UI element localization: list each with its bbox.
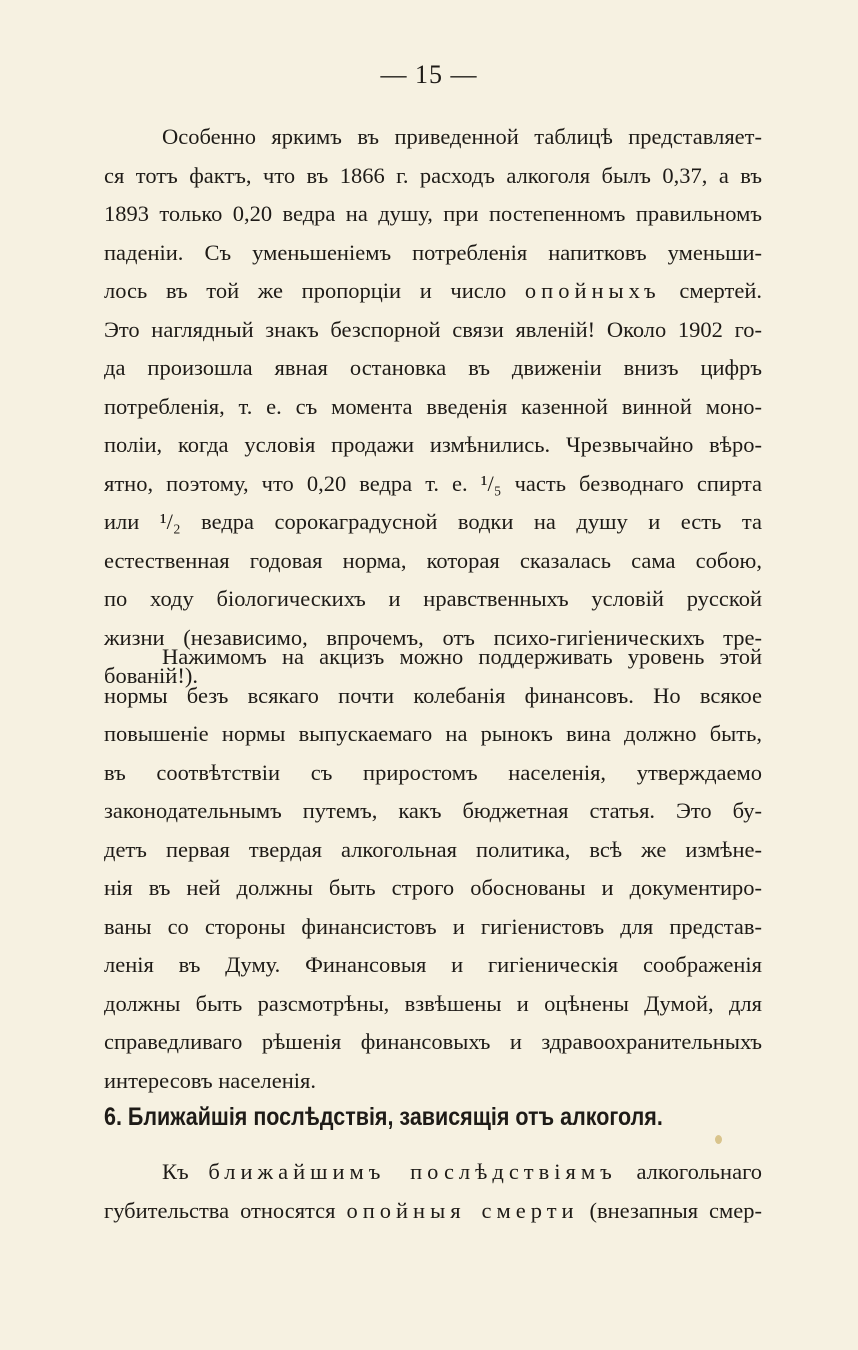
text-fragment: (внезапныя смер-: [578, 1197, 762, 1223]
page-number: — 15 —: [380, 60, 478, 89]
text-line: ся тотъ фактъ, что въ 1866 г. расходъ алкоголя былъ 0,37, а въ: [104, 162, 762, 188]
text-line: бованій!).: [104, 663, 198, 688]
paragraph-2: [104, 638, 762, 1100]
paragraph-3: [104, 1153, 762, 1230]
text-line: паденіи. Съ уменьшеніемъ потребленія напитковъ уменьши-: [104, 239, 762, 265]
text-line: да произошла явная остановка въ движеніи внизъ цифръ: [104, 355, 762, 380]
text-line: Это наглядный знакъ безспорной связи явленій! Около 1902 го-: [104, 316, 762, 342]
text-line: ятно, поэтому, что 0,20 ведра т. е. ¹/₅ часть безводнаго спирта: [104, 470, 762, 496]
text-line: должны быть разсмотрѣны, взвѣшены и оцѣнены Думой, для: [104, 990, 762, 1016]
text-line: естественная годовая норма, которая сказалась сама собою,: [104, 547, 762, 573]
text-line: по ходу біологическихъ и нравственныхъ условій русской: [104, 586, 762, 611]
text-line: детъ первая твердая алкогольная политика, всѣ же измѣне-: [104, 836, 762, 862]
text-line: въ соотвѣтствіи съ приростомъ населенія, утверждаемо: [104, 759, 762, 785]
text-line: поліи, когда условія продажи измѣнились. Чрезвычайно вѣро-: [104, 432, 762, 457]
text-fragment: Къ: [162, 1159, 209, 1184]
text-line: или ¹/₂ ведра сорокаградусной водки на душу и есть та: [104, 509, 762, 534]
text-fragment: губительства относятся: [104, 1197, 347, 1223]
text-line: ваны со стороны финансистовъ и гигіенистовъ для представ-: [104, 913, 762, 939]
text-line: ленія въ Думу. Финансовыя и гигіеническія соображенія: [104, 952, 762, 977]
text-line: 1893 только 0,20 ведра на душу, при постепенномъ правильномъ: [104, 201, 762, 226]
text-line: повышеніе нормы выпускаемаго на рынокъ вина должно быть,: [104, 721, 762, 746]
text-line: законодательнымъ путемъ, какъ бюджетная статья. Это бу-: [104, 798, 762, 823]
text-fragment: алкогольнаго: [616, 1159, 762, 1184]
text-fragment: смертей.: [660, 278, 762, 303]
text-line: потребленія, т. е. съ момента введенія казенной винной моно-: [104, 393, 762, 419]
text-line-mixed: [104, 272, 762, 311]
text-line: Нажимомъ на акцизъ можно поддерживать уровень этой: [162, 644, 762, 669]
text-line: Особенно яркимъ въ приведенной таблицѣ представляет-: [162, 124, 762, 149]
text-fragment: лось въ той же пропорціи и число: [104, 278, 525, 303]
text-line-mixed: [104, 1192, 762, 1231]
text-line-mixed: [104, 1153, 762, 1192]
text-line: жизни (независимо, впрочемъ, отъ психо-гигіеническихъ тре-: [104, 624, 762, 650]
emphasized-text: ближайшимъ послѣдствіямъ: [208, 1159, 617, 1184]
paragraph-1: [104, 118, 762, 696]
emphasized-text: опойныхъ: [524, 278, 661, 303]
text-line: интересовъ населенія.: [104, 1067, 317, 1093]
paper-speck: [715, 1135, 722, 1144]
text-line: справедливаго рѣшенія финансовыхъ и здравоохранительныхъ: [104, 1029, 762, 1054]
emphasized-text: опойныя смерти: [346, 1197, 579, 1223]
text-line: нормы безъ всякаго почти колебанія финансовъ. Но всякое: [104, 682, 762, 708]
section-heading: 6. Ближайшія послѣдствія, зависящія отъ алкоголя.: [104, 1103, 663, 1131]
text-line: нія въ ней должны быть строго обоснованы и документиро-: [104, 875, 762, 900]
